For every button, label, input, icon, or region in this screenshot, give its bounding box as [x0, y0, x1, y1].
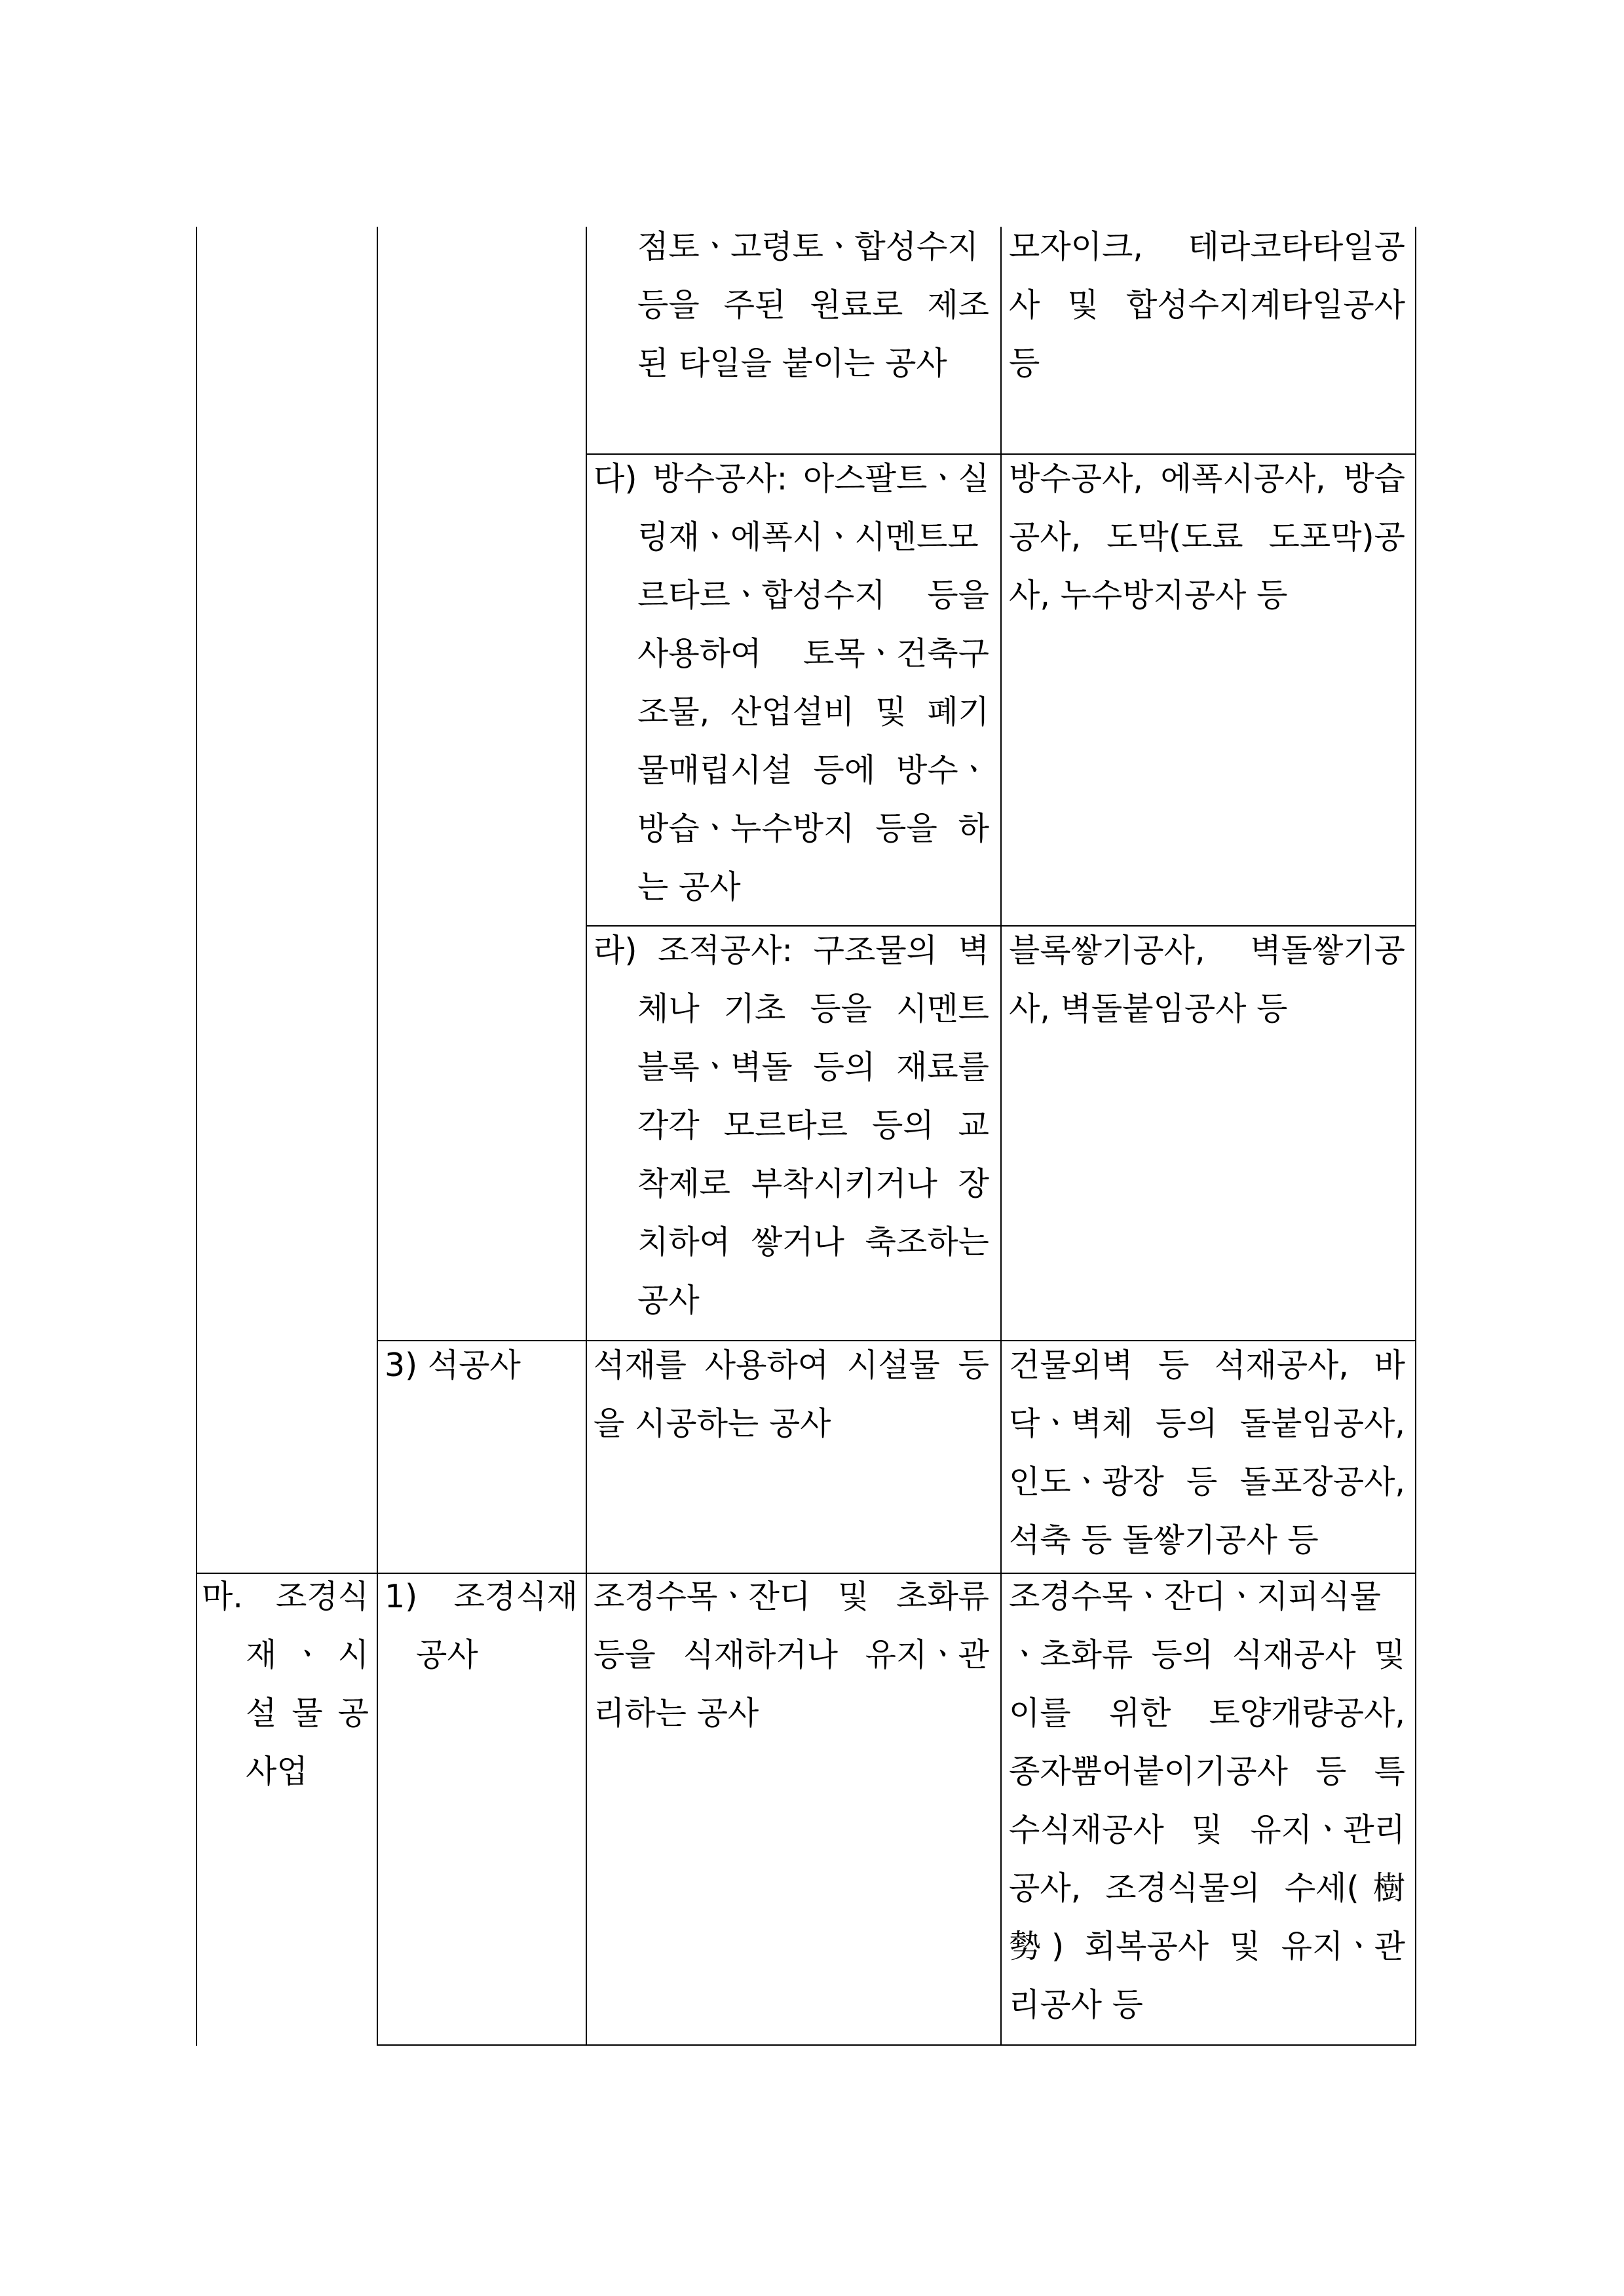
text-line: 조경수목ㆍ잔디 및 초화류 [594, 1578, 989, 1615]
text-line: 각각 모르타르 등의 교 [637, 1107, 989, 1144]
text-line: 1) 조경식재 [385, 1578, 578, 1615]
table-left-border [196, 227, 197, 2046]
text-line: 르타르ㆍ합성수지 등을 [637, 577, 989, 614]
text-line: 방습ㆍ누수방지 등을 하 [637, 810, 989, 847]
text-line: 블록ㆍ벽돌 등의 재료를 [637, 1048, 989, 1086]
text-line: ㆍ초화류 등의 식재공사 및 [1009, 1636, 1405, 1674]
text-line: 공사, 도막(도료 도포막)공 [1009, 518, 1405, 556]
text-line: 설 물 공 [246, 1694, 369, 1732]
table-right-border [1415, 227, 1416, 2046]
text-line: 조물, 산업설비 및 폐기 [637, 693, 989, 731]
stone-item-cell [385, 1336, 578, 1394]
text-line: 공사 [416, 1636, 478, 1674]
text-line: 사, 누수방지공사 등 [1009, 577, 1288, 614]
waterproof-description-cell [594, 450, 989, 916]
text-line: 등을 식재하거나 유지ㆍ관 [594, 1636, 989, 1674]
waterproof-examples-cell [1009, 450, 1405, 624]
column-divider-category [377, 227, 378, 2046]
text-line: 등 [1009, 345, 1040, 382]
text-line: 공사, 조경식물의 수세(樹 [1009, 1869, 1405, 1907]
stone-description-cell [594, 1336, 989, 1453]
text-line: 사용하여 토목ㆍ건축구 [637, 635, 989, 672]
masonry-examples-cell [1009, 921, 1405, 1038]
column-divider-item [586, 227, 587, 2046]
text-line: 석축 등 돌쌓기공사 등 [1009, 1521, 1319, 1559]
text-line: 는 공사 [637, 868, 741, 906]
text-line: 마. 조경식 [202, 1578, 369, 1615]
text-line: 3) 석공사 [385, 1347, 521, 1384]
text-line: 착제로 부착시키거나 장 [637, 1165, 989, 1202]
tile-description-cell [637, 218, 989, 392]
text-line: 체나 기초 등을 시멘트 [637, 990, 989, 1027]
landscape-category-cell [202, 1567, 369, 1801]
text-line: 인도ㆍ광장 등 돌포장공사, [1009, 1463, 1405, 1501]
text-line: 라) 조적공사: 구조물의 벽 [594, 932, 989, 969]
text-line: 다) 방수공사: 아스팔트ㆍ실 [594, 460, 989, 497]
text-line: 물매립시설 등에 방수ㆍ [637, 752, 989, 789]
column-divider-description [1000, 227, 1002, 2046]
text-line: 을 시공하는 공사 [594, 1405, 831, 1442]
text-line: 된 타일을 붙이는 공사 [637, 345, 947, 382]
landscape-description-cell [594, 1567, 989, 1742]
text-line: 블록쌓기공사, 벽돌쌓기공 [1009, 932, 1405, 969]
text-line: 이를 위한 토양개량공사, [1009, 1694, 1405, 1732]
text-line: 모자이크, 테라코타타일공 [1009, 228, 1405, 265]
stone-examples-cell [1009, 1336, 1405, 1569]
text-line: 사, 벽돌붙임공사 등 [1009, 990, 1288, 1027]
text-line: 재 ㆍ 시 [246, 1636, 369, 1674]
text-line: 방수공사, 에폭시공사, 방습 [1009, 460, 1405, 497]
text-line: 勢) 회복공사 및 유지ㆍ관 [1009, 1928, 1405, 1965]
text-line: 종자뿜어붙이기공사 등 특 [1009, 1753, 1405, 1790]
text-line: 수식재공사 및 유지ㆍ관리 [1009, 1811, 1405, 1848]
text-line: 등을 주된 원료로 제조 [637, 286, 989, 324]
masonry-description-cell [594, 921, 989, 1330]
text-line: 공사 [637, 1282, 700, 1319]
text-line: 조경수목ㆍ잔디ㆍ지피식물 [1009, 1578, 1382, 1615]
text-line: 사업 [246, 1753, 308, 1790]
landscape-examples-cell [1009, 1567, 1405, 2034]
text-line: 치하여 쌓거나 축조하는 [637, 1223, 989, 1261]
table-bottom-border [377, 2044, 1416, 2046]
text-line: 점토ㆍ고령토ㆍ합성수지 [637, 228, 979, 265]
landscape-item-cell [385, 1567, 578, 1684]
tile-examples-cell [1009, 218, 1405, 392]
text-line: 사 및 합성수지계타일공사 [1009, 286, 1405, 324]
text-line: 리하는 공사 [594, 1694, 759, 1732]
text-line: 리공사 등 [1009, 1986, 1143, 2023]
text-line: 닥ㆍ벽체 등의 돌붙임공사, [1009, 1405, 1405, 1442]
text-line: 건물외벽 등 석재공사, 바 [1009, 1347, 1405, 1384]
text-line: 링재ㆍ에폭시ㆍ시멘트모 [637, 518, 979, 556]
text-line: 석재를 사용하여 시설물 등 [594, 1347, 989, 1384]
